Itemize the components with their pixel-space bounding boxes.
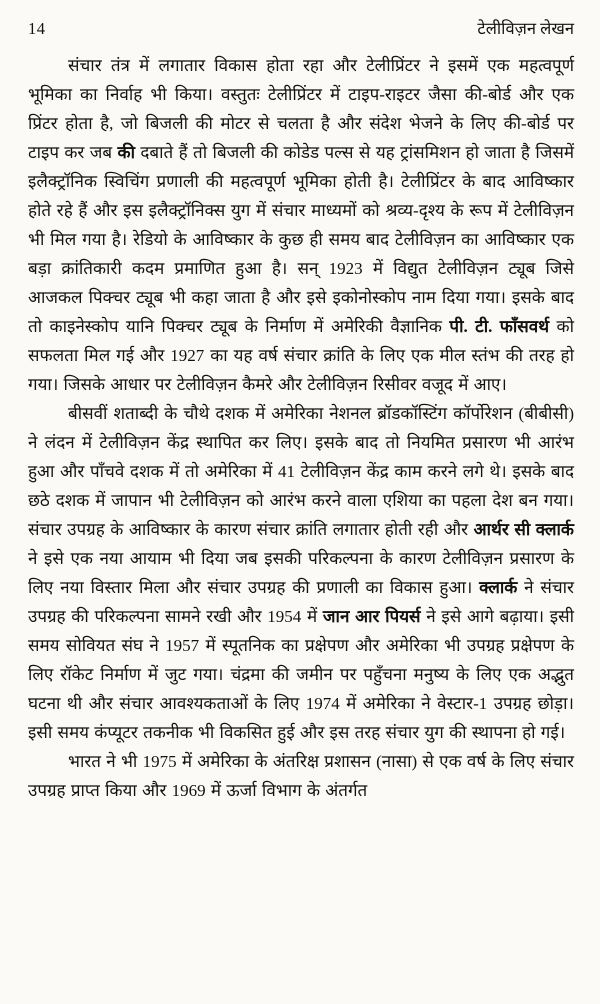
text-segment: बीसवीं शताब्दी के चौथे दशक में अमेरिका नेशनल ब्रॉडकॉस्टिंग कॉर्पोरेशन (बीबीसी) ने लंदन में टेलीविज़न केंद्र स्थापित कर लिए। इसके बाद तो नियमित प्रसारण भी आरंभ हुआ और पाँचवे दशक में तो अमेरिका में 41 टेलीविज़न केंद्र काम करने लगे थे। इसके बाद छठे दशक में जापान भी टेलीविज़न को आरंभ करने वाला एशिया का पहला देश बन गया। संचार उपग्रह के आविष्कार के कारण संचार क्रांति लगातार होती रही और: [28, 404, 574, 539]
page-text: [28, 51, 574, 805]
bold-text-segment: जान आर पियर्स: [322, 607, 421, 626]
text-segment: ने इसे एक नया आयाम भी दिया जब इसकी परिकल्पना के कारण टेलीविज़न प्रसारण के लिए नया विस्तार मिला और संचार उपग्रह की प्रणाली का विकास हुआ।: [28, 549, 574, 597]
paragraph: [28, 747, 574, 805]
text-segment: भारत ने भी 1975 में अमेरिका के अंतरिक्ष प्रशासन (नासा) से एक वर्ष के लिए संचार उपग्रह प्राप्त किया और 1969 में ऊर्जा विभाग के अंतर्गत: [28, 752, 574, 800]
bold-text-segment: आर्थर सी क्लार्क: [473, 520, 574, 539]
paragraph: [28, 51, 574, 399]
text-segment: दबाते हैं तो बिजली की कोडेड पल्स से यह ट्रांसमिशन हो जाता है जिसमें इलैक्ट्रॉनिक स्विचिंग प्रणाली की महत्वपूर्ण भूमिका होती है। टेलीप्रिंटर के बाद आविष्कार होते रहे हैं और इस इलैक्ट्रॉनिक्स युग में संचार माध्यमों को श्रव्य-दृश्य के रूप में टेलीविज़न भी मिल गया है। रेडियो के आविष्कार के कुछ ही समय बाद टेलीविज़न का आविष्कार एक बड़ा क्रांतिकारी कदम प्रमाणित हुआ है। सन् 1923 में विद्युत टेलीविज़न ट्यूब जिसे आजकल पिक्चर ट्यूब भी कहा जाता है और इसे इकोनोस्कोप नाम दिया गया। इसके बाद तो काइनेस्कोप यानि पिक्चर ट्यूब के निर्माण में अमेरिकी वैज्ञानिक: [28, 143, 574, 336]
text-segment: संचार तंत्र में लगातार विकास होता रहा और टेलीप्रिंटर ने इसमें एक महत्वपूर्ण भूमिका का निर्वाह भी किया। वस्तुतः टेलीप्रिंटर में टाइप-राइटर जैसा की-बोर्ड और एक प्रिंटर होता है, जो बिजली की मोटर से चलता है और संदेश भेजने के लिए की-बोर्ड पर टाइप कर जब: [28, 56, 574, 162]
page-header: [28, 16, 574, 39]
running-head-title: टेलीविज़न लेखन: [477, 19, 574, 38]
bold-text-segment: क्लार्क: [479, 578, 518, 597]
bold-text-segment: की: [117, 143, 135, 162]
page-number: 14: [28, 19, 46, 38]
text-segment: ने संचार उपग्रह की परिकल्पना सामने रखी और 1954 में: [28, 578, 575, 626]
text-segment: को सफलता मिल गई और 1927 का यह वर्ष संचार क्रांति के लिए एक मील स्तंभ की तरह हो गया। जिसके आधार पर टेलीविज़न कैमरे और टेलीविज़न रिसीवर वजूद में आए।: [28, 317, 574, 394]
bold-text-segment: पी. टी. फॉंसवर्थ: [449, 317, 550, 336]
text-segment: ने इसे आगे बढ़ाया। इसी समय सोवियत संघ ने 1957 में स्पूतनिक का प्रक्षेपण और अमेरिका भी उपग्रह प्रक्षेपण के लिए रॉकेट निर्माण में जुट गया। चंद्रमा की जमीन पर पहुँचना मनुष्य के लिए एक अद्भुत घटना थी और संचार आवश्यकताओं के लिए 1974 में अमेरिका ने वेस्टार-1 उपग्रह छोड़ा। इसी समय कंप्यूटर तकनीक भी विकसित हुई और इस तरह संचार युग की स्थापना हो गई।: [28, 607, 574, 742]
paragraph: [28, 399, 574, 747]
